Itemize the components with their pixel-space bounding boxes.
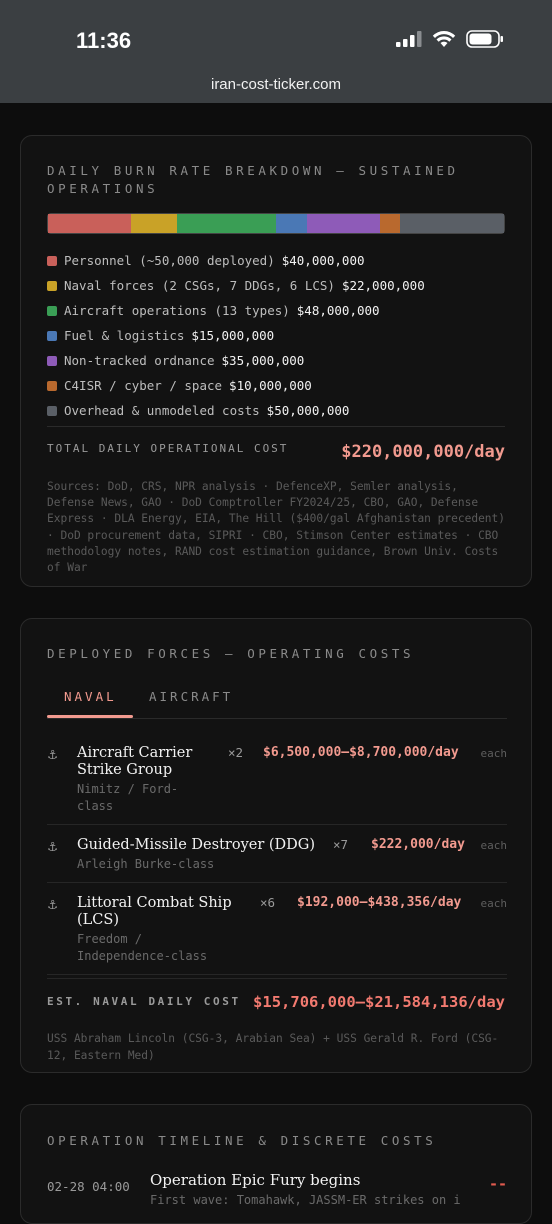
burn-rate-stacked-bar [47,213,505,234]
row-separator [47,882,507,883]
row-separator [47,974,507,975]
legend-swatch [47,306,57,316]
legend-swatch [47,381,57,391]
legend-label: C4ISR / cyber / space [64,378,223,393]
naval-deployment-note: USS Abraham Lincoln (CSG-3, Arabian Sea) + USS Gerald R. Ford (CSG-12, Eastern Med) [47,1032,499,1062]
total-daily-cost-label: TOTAL DAILY OPERATIONAL COST [47,442,289,455]
legend-swatch [47,356,57,366]
legend-value: $50,000,000 [266,403,350,418]
legend-value: $48,000,000 [296,303,380,318]
legend-item [47,273,425,298]
legend-item [47,398,425,423]
burn-rate-card [20,135,532,587]
legend-swatch [47,256,57,266]
event-title: Operation Epic Fury begins [150,1171,361,1189]
burn-rate-legend [47,248,425,423]
divider [47,426,505,427]
forces-tabs [47,683,507,719]
force-name: Littoral Combat Ship (LCS) [77,895,232,928]
tab-naval[interactable]: NAVAL [64,689,117,704]
legend-swatch [47,331,57,341]
burn-rate-title: DAILY BURN RATE BREAKDOWN — SUSTAINED OPERATIONS [47,163,459,196]
legend-swatch [47,406,57,416]
wifi-icon [432,30,456,48]
force-cost: $222,000/day [371,837,465,852]
legend-item [47,298,425,323]
legend-value: $40,000,000 [281,253,365,268]
sources-text: Sources: DoD, CRS, NPR analysis · DefenceXP, Semler analysis, Defense News, GAO · DoD Comptroller FY2024/25, CBO, GAO, Defense Express · DLA Energy, EIA, The Hill ($400/gal Afghanistan precedent) · DoD procurement data, SIPRI · CBO, Stimson Center estimates · CBO methodology notes, RAND cost estimation guidance, Brown Univ. Costs of War [47,480,506,575]
legend-label: Fuel & logistics [64,328,185,343]
burn-segment [131,214,177,233]
event-time: 02-28 04:00 [47,1179,130,1194]
cellular-signal-icon [396,31,422,47]
legend-value: $15,000,000 [191,328,275,343]
force-count: ×7 [333,837,349,852]
legend-item [47,323,425,348]
event-description: First wave: Tomahawk, JASSM-ER strikes on i [150,1193,461,1207]
battery-icon [466,30,504,48]
deployed-forces-title: DEPLOYED FORCES — OPERATING COSTS [47,646,415,661]
active-tab-indicator [47,715,133,718]
est-naval-cost-value: $15,706,000–$21,584,136/day [253,993,505,1011]
timeline-card [20,1104,532,1224]
legend-value: $22,000,000 [341,278,425,293]
tab-aircraft[interactable]: AIRCRAFT [149,689,234,704]
force-count: ×2 [228,745,244,760]
force-each: each [480,747,507,760]
force-cost: $6,500,000–$8,700,000/day [263,745,459,760]
force-class: Nimitz / Ford-class [77,782,179,813]
force-row-destroyer [47,837,507,877]
timeline-title: OPERATION TIMELINE & DISCRETE COSTS [47,1133,437,1148]
total-daily-cost-value: $220,000,000/day [341,442,505,462]
force-each: each [480,897,507,910]
burn-segment [400,214,504,233]
row-separator [47,978,507,979]
burn-segment [48,214,131,233]
force-name: Guided-Missile Destroyer (DDG) [77,837,316,853]
event-cost: -- [488,1175,507,1193]
legend-label: Overhead & unmodeled costs [64,403,260,418]
legend-label: Aircraft operations (13 types) [64,303,290,318]
burn-segment [380,214,401,233]
burn-segment [177,214,276,233]
row-separator [47,824,507,825]
force-row-carrier [47,745,507,817]
address-bar-url[interactable]: iran-cost-ticker.com [210,76,342,93]
legend-item [47,248,425,273]
status-icons [396,30,504,48]
force-each: each [480,839,507,852]
browser-chrome [0,0,552,103]
anchor-icon: ⚓ [48,745,58,763]
burn-segment [276,214,307,233]
deployed-forces-card [20,618,532,1073]
burn-segment [307,214,380,233]
legend-label: Naval forces (2 CSGs, 7 DDGs, 6 LCS) [64,278,335,293]
legend-item [47,348,425,373]
force-cost: $192,000–$438,356/day [297,895,462,910]
anchor-icon: ⚓ [48,895,58,913]
force-row-lcs [47,895,507,967]
force-class: Arleigh Burke-class [77,857,215,871]
legend-value: $10,000,000 [229,378,312,393]
legend-swatch [47,281,57,291]
est-naval-cost-label: EST. NAVAL DAILY COST [47,995,241,1008]
legend-label: Personnel (~50,000 deployed) [64,253,275,268]
status-time: 11:36 [76,28,132,53]
force-class: Freedom / Independence-class [77,932,208,963]
legend-item [47,373,425,398]
force-count: ×6 [260,895,276,910]
force-name: Aircraft Carrier Strike Group [77,745,193,778]
anchor-icon: ⚓ [48,837,58,855]
legend-value: $35,000,000 [221,353,305,368]
legend-label: Non-tracked ordnance [64,353,215,368]
